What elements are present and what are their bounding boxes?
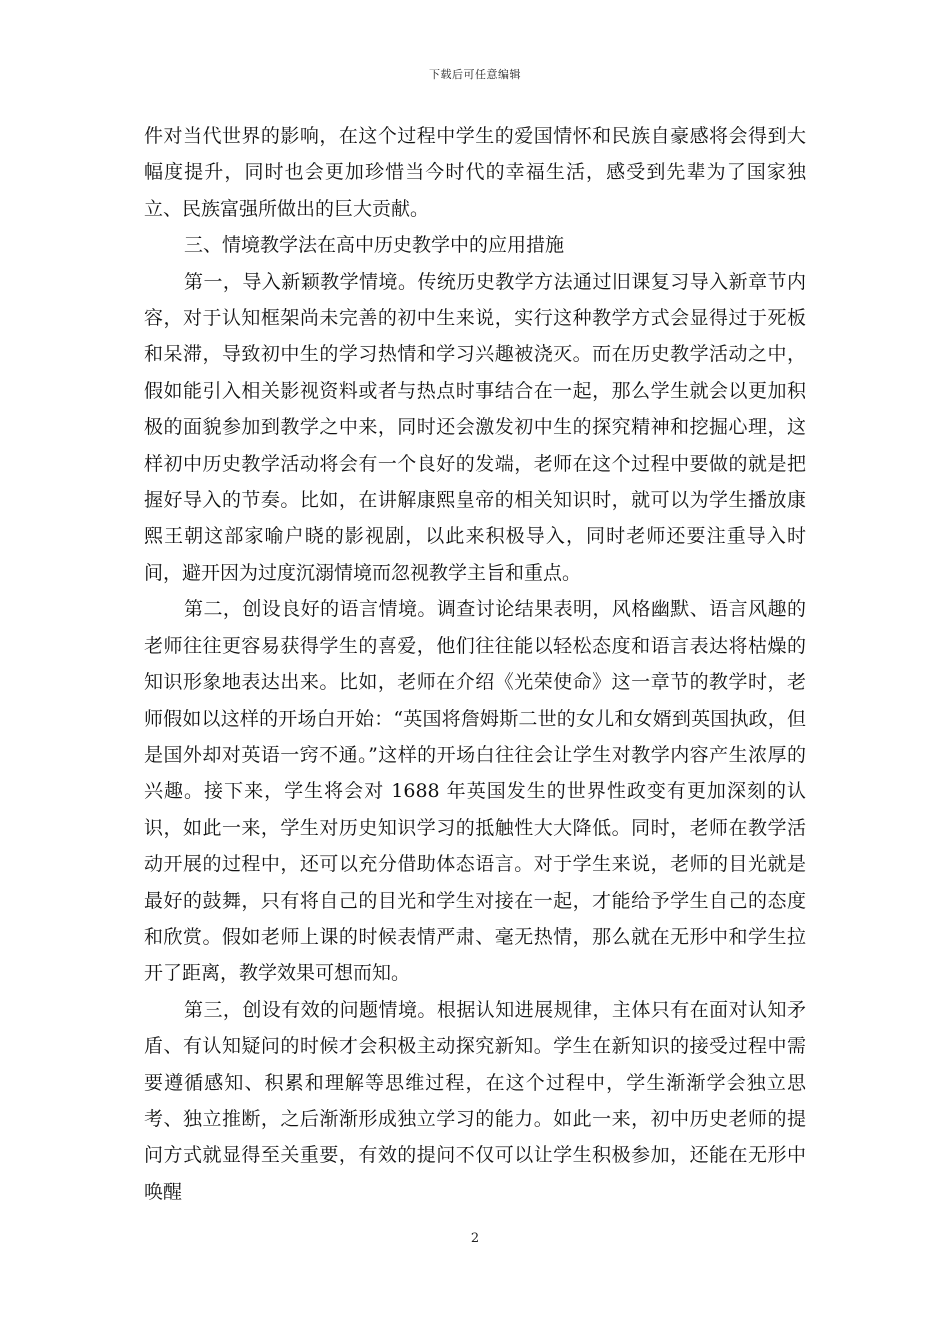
paragraph: 第二，创设良好的语言情境。调查讨论结果表明，风格幽默、语言风趣的老师往往更容易获得学生的喜爱，他们往往能以轻松态度和语言表达将枯燥的知识形象地表达出来。比如，老师在介绍《光荣使命》这一章节的教学时，老师假如以这样的开场白开始：“英国将詹姆斯二世的女儿和女婿到英国执政，但是国外却对英语一窍不通。”这样的开场白往往会让学生对教学内容产生浓厚的兴趣。接下来，学生将会对 1688 年英国发生的世界性政变有更加深刻的认识，如此一来，学生对历史知识学习的抵触性大大降低。同时，老师在教学活动开展的过程中，还可以充分借助体态语言。对于学生来说，老师的目光就是最好的鼓舞，只有将自己的目光和学生对接在一起，才能给予学生自己的态度和欣赏。假如老师上课的时候表情严肃、毫无热情，那么就在无形中和学生拉开了距离，教学效果可想而知。 bbox=[144, 598, 806, 985]
section-heading: 三、情境教学法在高中历史教学中的应用措施 bbox=[184, 234, 565, 257]
document-body bbox=[144, 118, 806, 1210]
paragraph: 件对当代世界的影响，在这个过程中学生的爱国情怀和民族自豪感将会得到大幅度提升，同时也会更加珍惜当今时代的幸福生活，感受到先辈为了国家独立、民族富强所做出的巨大贡献。 bbox=[144, 125, 806, 220]
page-number: 2 bbox=[470, 1231, 480, 1246]
paragraph: 第一，导入新颖教学情境。传统历史教学方法通过旧课复习导入新章节内容，对于认知框架尚未完善的初中生来说，实行这种教学方式会显得过于死板和呆滞，导致初中生的学习热情和学习兴趣被浇灭。而在历史教学活动之中，假如能引入相关影视资料或者与热点时事结合在一起，那么学生就会以更加积极的面貌参加到教学之中来，同时还会激发初中生的探究精神和挖掘心理，这样初中历史教学活动将会有一个良好的发端，老师在这个过程中要做的就是把握好导入的节奏。比如，在讲解康熙皇帝的相关知识时，就可以为学生播放康熙王朝这部家喻户晓的影视剧，以此来积极导入，同时老师还要注重导入时间，避开因为过度沉溺情境而忽视教学主旨和重点。 bbox=[144, 270, 806, 584]
page-header: 下载后可任意编辑 bbox=[429, 68, 521, 81]
paragraph: 第三，创设有效的问题情境。根据认知进展规律，主体只有在面对认知矛盾、有认知疑问的时候才会积极主动探究新知。学生在新知识的接受过程中需要遵循感知、积累和理解等思维过程，在这个过程中，学生渐渐学会独立思考、独立推断，之后渐渐形成独立学习的能力。如此一来，初中历史老师的提问方式就显得至关重要，有效的提问不仅可以让学生积极参加，还能在无形中唤醒 bbox=[144, 998, 806, 1203]
